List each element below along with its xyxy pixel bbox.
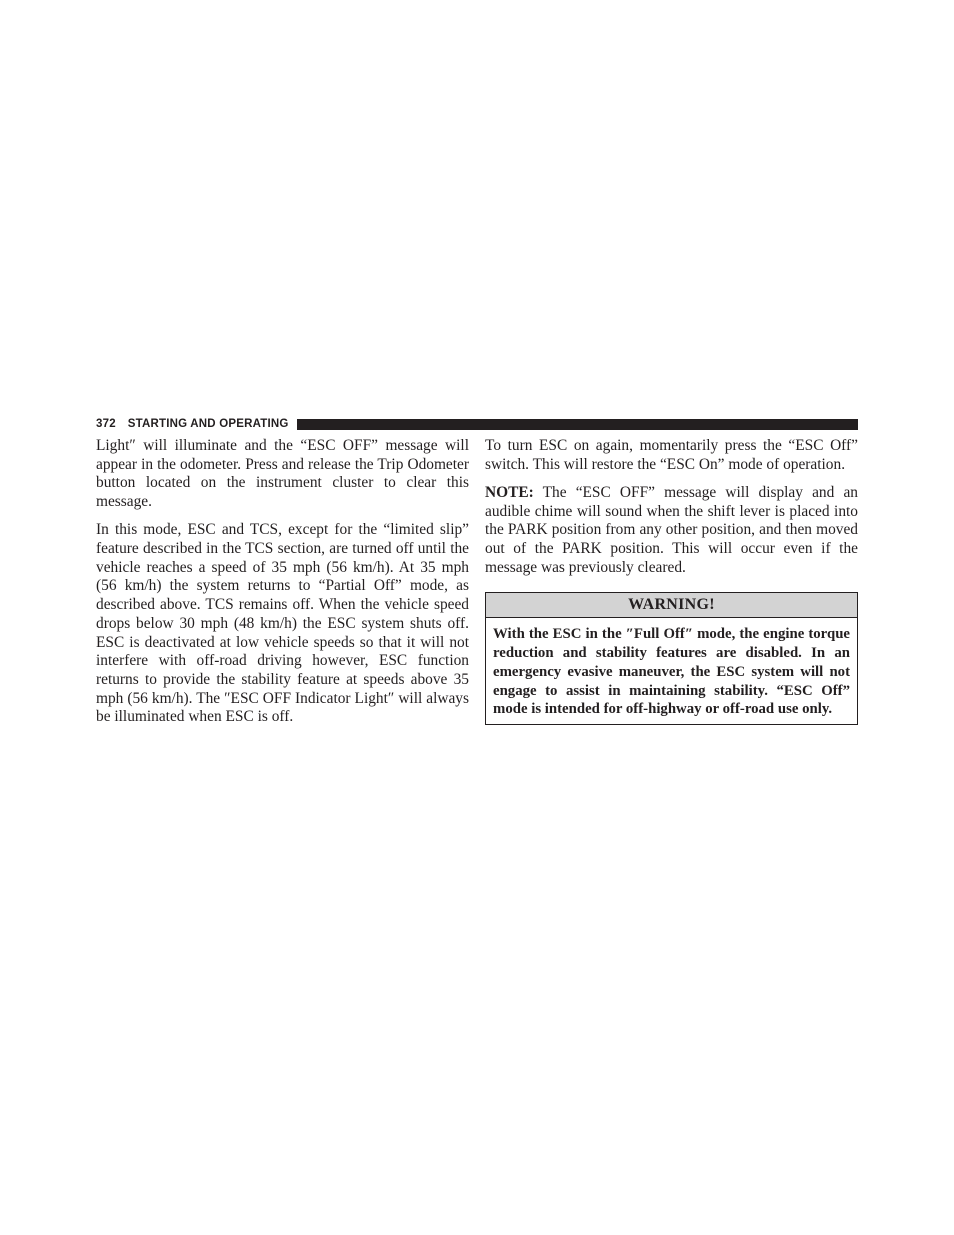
left-column [96,437,469,737]
page-header [96,417,858,431]
section-title: STARTING AND OPERATING [127,418,289,430]
warning-box [485,592,858,725]
warning-body: With the ESC in the ″Full Off″ mode, the engine torque reduction and stability features are disabled. In an emergency evasive maneuver, the ESC system will not engage to assist in maintaining stability. “ESC Off” mode is intended for off-highway or off-road use only. [493,626,850,718]
note-label: NOTE: [485,483,534,501]
right-column [485,437,858,725]
warning-title: WARNING! [486,593,857,618]
paragraph-turn-esc-on: To turn ESC on again, momentarily press the “ESC Off” switch. This will restore the “ESC On” mode of operation. [485,437,858,473]
note-paragraph [485,484,858,578]
header-rule-bar [297,419,858,430]
page-number: 372 [96,418,116,430]
paragraph-full-off-mode: In this mode, ESC and TCS, except for the “limited slip” feature described in the TCS section, are turned off until the vehicle reaches a speed of 35 mph (56 km/h). At 35 mph (56 km/h) the system returns to “Partial Off” mode, as described above. TCS remains off. When the vehicle speed drops below 30 mph (48 km/h) the ESC system shuts off. ESC is deactivated at low vehicle speeds so that it will not interfere with off-road driving however, ESC function returns to provide the stability feature at speeds above 35 mph (56 km/h). The ″ESC OFF Indicator Light″ will always be illuminated when ESC is off. [96,521,469,726]
note-text: The “ESC OFF” message will display and an audible chime will sound when the shift lever is placed into the PARK position from any other position, and then moved out of the PARK position. This will occur even if the message was previously cleared. [485,483,858,576]
paragraph-esc-off-light: Light″ will illuminate and the “ESC OFF” message will appear in the odometer. Press and release the Trip Odometer button located on the instrument cluster to clear this message. [96,437,469,511]
